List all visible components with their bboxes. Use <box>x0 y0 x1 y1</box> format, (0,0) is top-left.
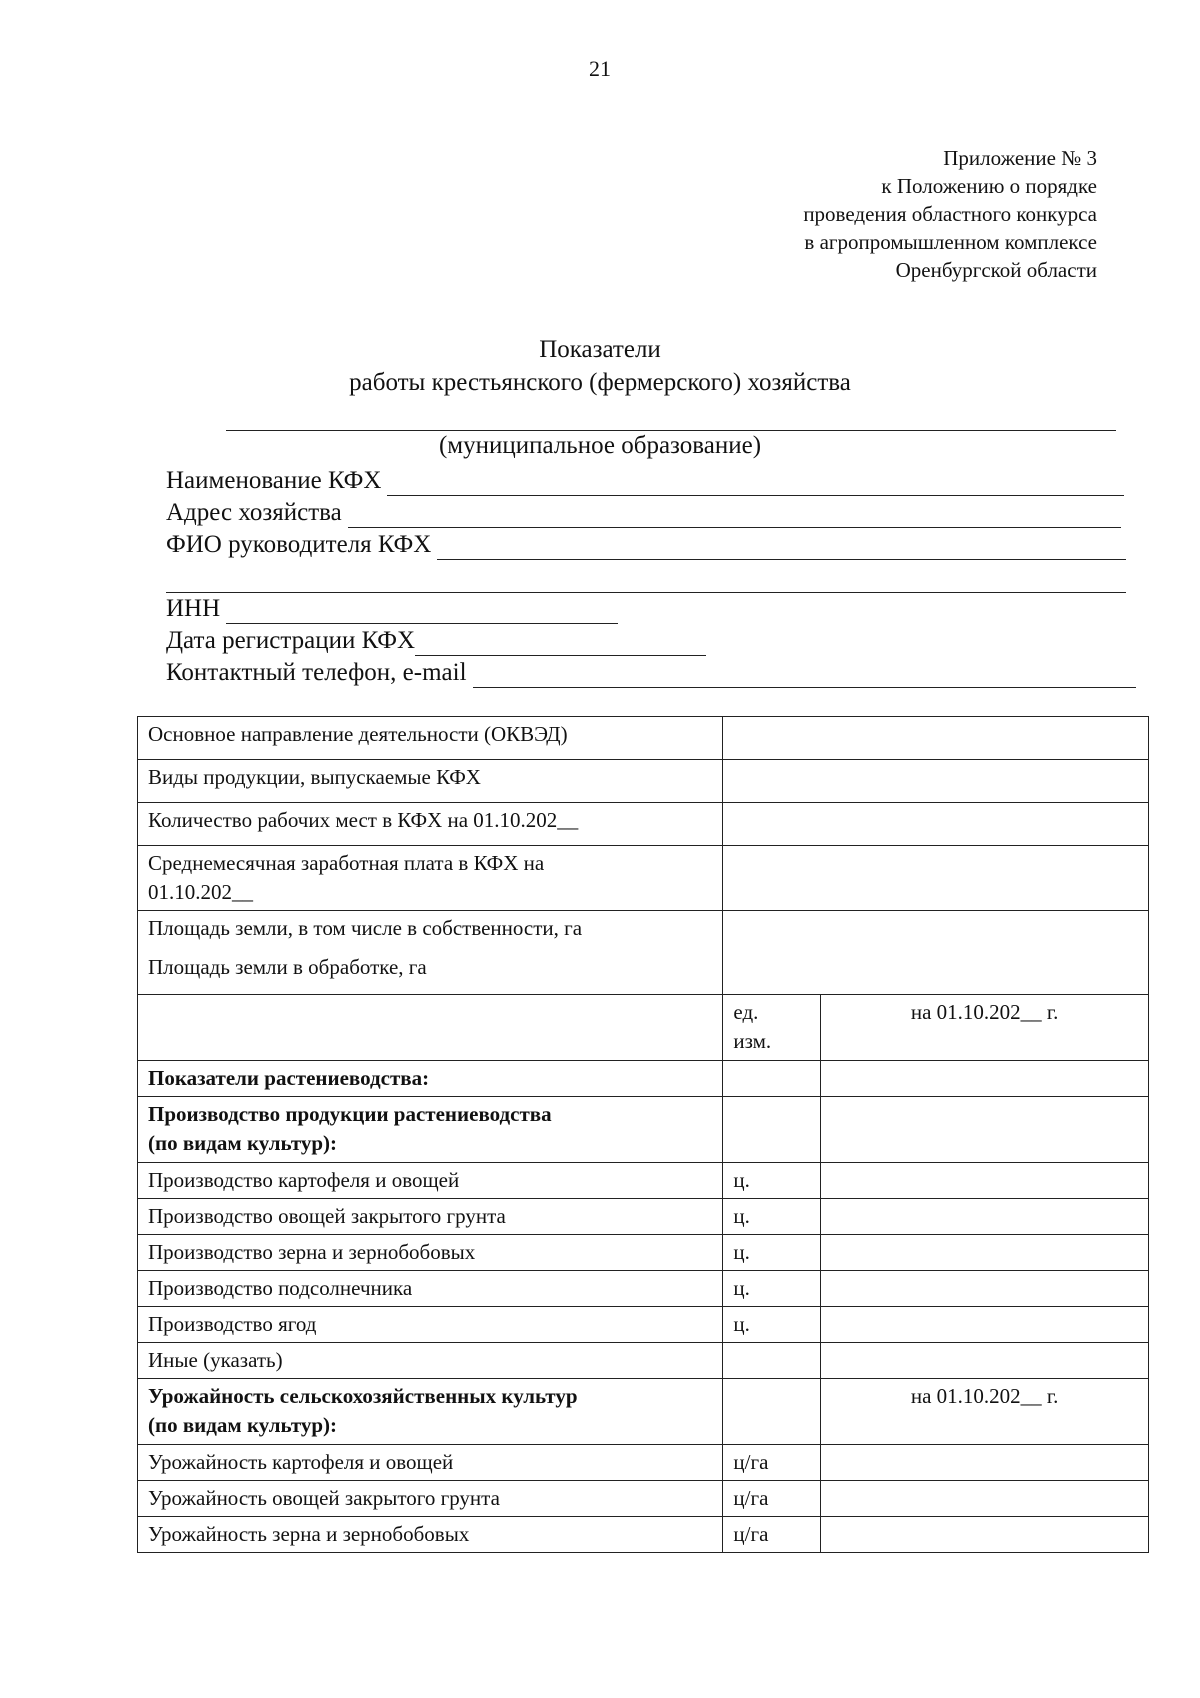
table-row <box>138 760 1149 803</box>
unit-cell: ц. <box>723 1235 821 1271</box>
address-input-line[interactable] <box>348 505 1121 528</box>
date-header: на 01.10.202__ г. <box>821 995 1149 1061</box>
table-row <box>138 803 1149 846</box>
field-label: Адрес хозяйства <box>166 499 342 526</box>
row-label: Виды продукции, выпускаемые КФХ <box>138 760 723 803</box>
field-inn <box>166 594 618 624</box>
production-heading-line: (по видам культур): <box>148 1131 338 1155</box>
appendix-line: Приложение № 3 <box>943 146 1097 170</box>
table-row <box>138 1061 1149 1097</box>
production-heading <box>138 1097 723 1163</box>
value-cell[interactable] <box>821 1061 1149 1097</box>
unit-header-line: изм. <box>733 1029 772 1053</box>
field-address <box>166 498 1121 528</box>
document-title: Показатели <box>539 336 661 363</box>
unit-header-line: ед. <box>733 1000 759 1024</box>
value-cell[interactable] <box>821 1163 1149 1199</box>
production-heading-line: Производство продукции растениеводства <box>148 1102 552 1126</box>
document-subtitle: работы крестьянского (фермерского) хозяйства <box>349 369 851 396</box>
unit-cell <box>723 1379 821 1445</box>
land-cultivated-label: Площадь земли в обработке, га <box>148 955 427 979</box>
inn-input-line[interactable] <box>226 601 618 624</box>
municipality-caption: (муниципальное образование) <box>438 432 762 459</box>
row-label: Производство подсолнечника <box>138 1271 723 1307</box>
field-contact <box>166 658 1136 688</box>
farm-name-input-line[interactable] <box>387 473 1124 496</box>
table-row <box>138 1199 1149 1235</box>
unit-cell: ц/га <box>723 1445 821 1481</box>
head-name-input-line[interactable] <box>437 537 1126 560</box>
unit-cell: ц/га <box>723 1481 821 1517</box>
section-heading: Показатели растениеводства: <box>138 1061 723 1097</box>
yield-heading-line: Урожайность сельскохозяйственных культур <box>148 1384 578 1408</box>
table-header-row <box>138 995 1149 1061</box>
field-farm-name <box>166 466 1124 496</box>
value-cell[interactable] <box>821 1307 1149 1343</box>
field-label: ФИО руководителя КФХ <box>166 531 432 558</box>
head-name-continuation-line[interactable] <box>166 592 1126 593</box>
table-row <box>138 1271 1149 1307</box>
value-cell[interactable] <box>821 1517 1149 1553</box>
appendix-line: в агропромышленном комплексе <box>804 230 1097 254</box>
value-cell[interactable] <box>821 1271 1149 1307</box>
land-total-label: Площадь земли, в том числе в собственности, га <box>148 916 583 940</box>
field-label: Дата регистрации КФХ <box>166 627 415 654</box>
value-cell[interactable] <box>821 1097 1149 1163</box>
row-label: Производство ягод <box>138 1307 723 1343</box>
table-row <box>138 846 1149 911</box>
row-label: Иные (указать) <box>138 1343 723 1379</box>
row-label: Производство картофеля и овощей <box>138 1163 723 1199</box>
indicators-table <box>137 716 1149 1553</box>
unit-cell: ц. <box>723 1199 821 1235</box>
row-label-land <box>138 911 723 995</box>
unit-header <box>723 995 821 1061</box>
table-row <box>138 1163 1149 1199</box>
table-row <box>138 717 1149 760</box>
value-cell[interactable] <box>723 846 1149 911</box>
salary-label-line: Среднемесячная заработная плата в КФХ на <box>148 851 545 875</box>
unit-cell: ц. <box>723 1163 821 1199</box>
contact-input-line[interactable] <box>473 665 1136 688</box>
page-number: 21 <box>589 56 611 81</box>
value-cell[interactable] <box>723 760 1149 803</box>
value-cell[interactable] <box>723 911 1149 995</box>
table-row <box>138 1235 1149 1271</box>
value-cell[interactable] <box>821 1481 1149 1517</box>
yield-date-header: на 01.10.202__ г. <box>821 1379 1149 1445</box>
appendix-note <box>803 144 1097 284</box>
value-cell[interactable] <box>723 717 1149 760</box>
field-registration-date <box>166 626 706 656</box>
row-label-salary <box>138 846 723 911</box>
field-label: Контактный телефон, e-mail <box>166 659 467 686</box>
table-row <box>138 1097 1149 1163</box>
yield-heading <box>138 1379 723 1445</box>
unit-cell <box>723 1097 821 1163</box>
row-label: Производство овощей закрытого грунта <box>138 1199 723 1235</box>
field-head-name <box>166 530 1126 560</box>
value-cell[interactable] <box>723 803 1149 846</box>
table-row <box>138 1379 1149 1445</box>
unit-cell <box>723 1061 821 1097</box>
table-row <box>138 1343 1149 1379</box>
appendix-line: Оренбургской области <box>895 258 1097 282</box>
value-cell[interactable] <box>821 1343 1149 1379</box>
table-row <box>138 1445 1149 1481</box>
unit-cell <box>723 1343 821 1379</box>
municipality-line[interactable] <box>226 430 1116 431</box>
value-cell[interactable] <box>821 1445 1149 1481</box>
value-cell[interactable] <box>821 1199 1149 1235</box>
registration-date-input-line[interactable] <box>415 633 706 656</box>
row-label: Урожайность картофеля и овощей <box>138 1445 723 1481</box>
row-label: Основное направление деятельности (ОКВЭД) <box>138 717 723 760</box>
yield-heading-line: (по видам культур): <box>148 1413 338 1437</box>
row-label: Урожайность овощей закрытого грунта <box>138 1481 723 1517</box>
row-label: Урожайность зерна и зернобобовых <box>138 1517 723 1553</box>
appendix-line: проведения областного конкурса <box>803 202 1097 226</box>
unit-cell: ц. <box>723 1307 821 1343</box>
table-row <box>138 1307 1149 1343</box>
empty-header-cell <box>138 995 723 1061</box>
field-label: ИНН <box>166 595 221 622</box>
row-label: Производство зерна и зернобобовых <box>138 1235 723 1271</box>
appendix-line: к Положению о порядке <box>881 174 1097 198</box>
salary-label-line: 01.10.202__ <box>148 880 253 904</box>
table-row <box>138 911 1149 995</box>
row-label: Количество рабочих мест в КФХ на 01.10.202__ <box>138 803 723 846</box>
value-cell[interactable] <box>821 1235 1149 1271</box>
table-row <box>138 1481 1149 1517</box>
field-label: Наименование КФХ <box>166 467 382 494</box>
unit-cell: ц/га <box>723 1517 821 1553</box>
table-row <box>138 1517 1149 1553</box>
unit-cell: ц. <box>723 1271 821 1307</box>
